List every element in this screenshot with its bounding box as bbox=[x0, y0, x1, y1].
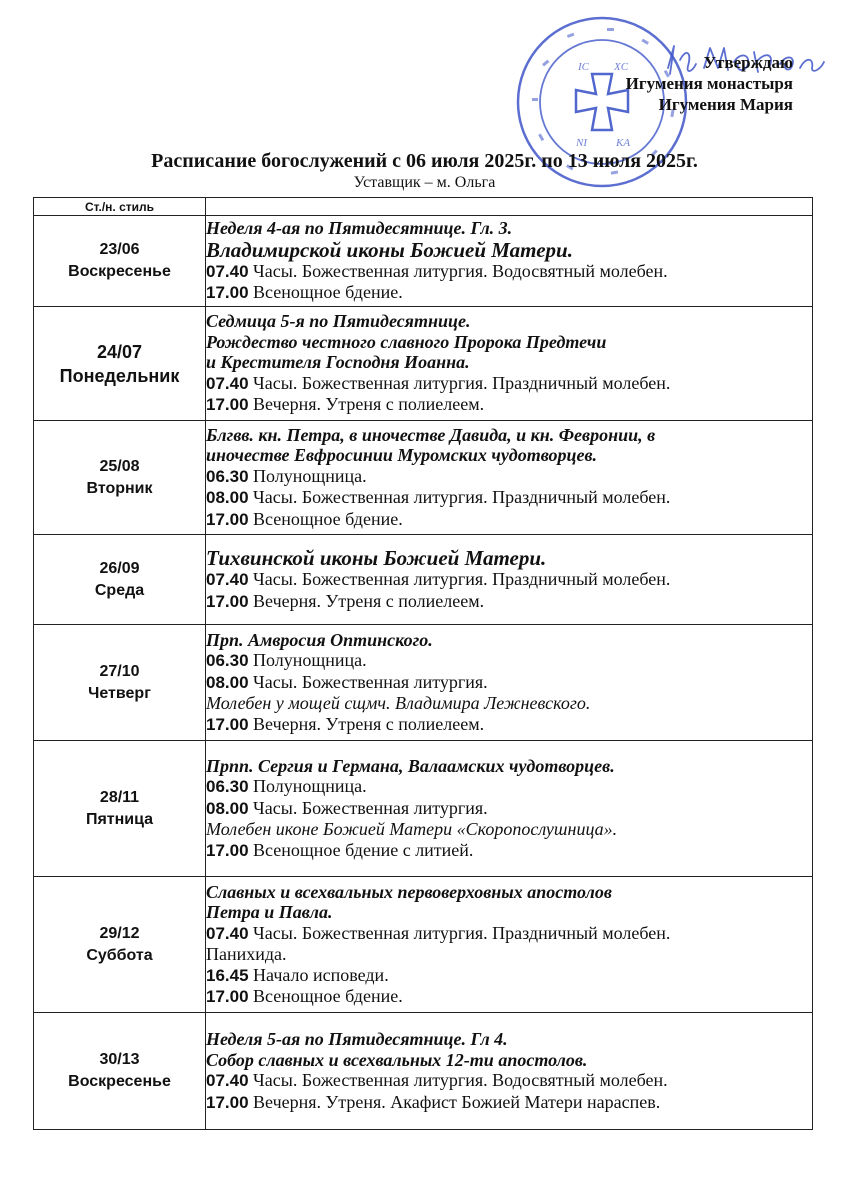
svg-text:XC: XC bbox=[614, 61, 629, 73]
weekday-label: Среда bbox=[94, 581, 145, 599]
header-content bbox=[206, 198, 813, 216]
feast-title: иночестве Евфросинии Муромских чудотворцев. bbox=[206, 445, 598, 466]
service-line bbox=[206, 798, 812, 820]
date-value: 30/13 bbox=[99, 1051, 140, 1068]
date-cell bbox=[34, 741, 206, 877]
service-text: Всенощное бдение. bbox=[248, 282, 403, 303]
service-line bbox=[206, 487, 812, 509]
service-text: Часы. Божественная литургия. bbox=[248, 671, 488, 692]
service-line bbox=[206, 965, 812, 987]
weekday-label: Вторник bbox=[86, 479, 153, 497]
date-value: 27/10 bbox=[99, 662, 140, 680]
service-line bbox=[206, 373, 812, 395]
service-line bbox=[206, 1092, 812, 1114]
weekday-label: Воскресенье bbox=[68, 263, 171, 280]
service-line bbox=[206, 394, 812, 416]
services-cell bbox=[206, 1013, 813, 1130]
date-cell bbox=[34, 1013, 206, 1130]
service-text: Полунощница. bbox=[248, 650, 367, 671]
weekday-label: Пятница bbox=[85, 810, 154, 828]
weekday-label: Понедельник bbox=[59, 365, 180, 386]
service-time: 08.00 bbox=[206, 672, 249, 692]
service-line bbox=[206, 840, 812, 862]
service-line bbox=[206, 261, 812, 283]
service-note: Молебен иконе Божией Матери «Скоропослушница». bbox=[206, 819, 618, 840]
services-cell bbox=[206, 535, 813, 625]
feast-title: Неделя 5-ая по Пятидесятнице. Гл 4. bbox=[206, 1029, 508, 1049]
table-row bbox=[34, 421, 813, 535]
date-cell bbox=[34, 421, 206, 535]
service-text: Начало исповеди. bbox=[248, 964, 389, 985]
approval-line-name: Игумения Мария bbox=[658, 95, 793, 114]
service-line bbox=[206, 591, 812, 613]
date-cell bbox=[34, 877, 206, 1013]
service-time: 07.40 bbox=[206, 570, 249, 589]
page-title: Расписание богослужений с 06 июля 2025г. по 13 июля 2025г. bbox=[151, 150, 698, 172]
service-line bbox=[206, 923, 812, 945]
service-line bbox=[206, 509, 812, 531]
approval-line-position: Игумения монастыря bbox=[625, 74, 793, 93]
table-row bbox=[34, 216, 813, 307]
service-text: Часы. Божественная литургия. Водосвятный молебен. bbox=[248, 260, 668, 281]
service-line bbox=[206, 282, 812, 304]
feast-title: Рождество честного славного Пророка Предтечи bbox=[206, 331, 607, 352]
weekday-label: Четверг bbox=[88, 684, 151, 702]
service-line bbox=[206, 1070, 812, 1092]
feast-title: Собор славных и всехвальных 12-ти апостолов. bbox=[206, 1049, 588, 1070]
service-line bbox=[206, 466, 812, 488]
date-cell bbox=[34, 216, 206, 307]
service-text: Вечерня. Утреня с полиелеем. bbox=[248, 394, 485, 415]
svg-text:IC: IC bbox=[578, 61, 589, 73]
service-time: 16.45 bbox=[206, 965, 249, 985]
page-subtitle: Уставщик – м. Ольга bbox=[353, 174, 496, 191]
service-time: 07.40 bbox=[206, 373, 249, 393]
feast-title: Владимирской иконы Божией Матери. bbox=[206, 237, 573, 262]
header-date-style: Ст./н. стиль bbox=[34, 198, 206, 216]
table-row bbox=[34, 741, 813, 877]
service-time: 06.30 bbox=[206, 777, 249, 797]
table-row bbox=[34, 625, 813, 741]
feast-title: Петра и Павла. bbox=[206, 902, 333, 922]
table-row bbox=[34, 1013, 813, 1130]
feast-title: Тихвинской иконы Божией Матери. bbox=[206, 546, 547, 570]
service-time: 17.00 bbox=[206, 283, 249, 303]
service-time: 07.40 bbox=[206, 1071, 249, 1090]
service-time: 17.00 bbox=[206, 509, 249, 529]
feast-title: Прп. Амвросия Оптинского. bbox=[206, 629, 433, 650]
service-text: Всенощное бдение с литией. bbox=[248, 839, 474, 860]
table-row bbox=[34, 535, 813, 625]
table-header-row bbox=[34, 198, 813, 216]
services-cell bbox=[206, 307, 813, 421]
feast-title: и Крестителя Господня Иоанна. bbox=[206, 352, 470, 373]
feast-title: Неделя 4-ая по Пятидесятнице. Гл. 3. bbox=[206, 218, 513, 239]
service-text: Часы. Божественная литургия. bbox=[248, 797, 488, 818]
feast-title: Прпп. Сергия и Германа, Валаамских чудотворцев. bbox=[206, 755, 615, 776]
services-cell bbox=[206, 741, 813, 877]
services-cell bbox=[206, 877, 813, 1013]
service-text: Вечерня. Утреня с полиелеем. bbox=[248, 713, 485, 734]
schedule-table bbox=[33, 197, 813, 1130]
table-row bbox=[34, 307, 813, 421]
service-text: Часы. Божественная литургия. Праздничный молебен. bbox=[248, 487, 671, 508]
cross-icon bbox=[576, 74, 628, 130]
services-cell bbox=[206, 625, 813, 741]
service-text: Часы. Божественная литургия. Праздничный молебен. bbox=[248, 922, 671, 943]
service-text: Полунощница. bbox=[248, 776, 367, 797]
service-time: 07.40 bbox=[206, 923, 249, 943]
feast-title: Седмица 5-я по Пятидесятнице. bbox=[206, 311, 471, 332]
service-time: 08.00 bbox=[206, 488, 249, 508]
service-line bbox=[206, 776, 812, 798]
service-line bbox=[206, 986, 812, 1008]
table-row bbox=[34, 877, 813, 1013]
service-text: Вечерня. Утреня. Акафист Божией Матери нараспев. bbox=[248, 1091, 661, 1112]
service-time: 17.00 bbox=[206, 987, 249, 1006]
service-text: Часы. Божественная литургия. Праздничный молебен. bbox=[248, 372, 671, 393]
service-time: 17.00 bbox=[206, 714, 249, 734]
services-cell bbox=[206, 421, 813, 535]
service-text: Всенощное бдение. bbox=[248, 508, 403, 529]
service-time: 06.30 bbox=[206, 466, 249, 486]
date-value: 26/09 bbox=[99, 559, 140, 577]
weekday-label: Суббота bbox=[86, 946, 153, 964]
service-line bbox=[206, 714, 812, 736]
service-time: 17.00 bbox=[206, 1092, 249, 1112]
service-time: 17.00 bbox=[206, 591, 249, 611]
service-line: Панихида. bbox=[206, 944, 287, 964]
service-text: Часы. Божественная литургия. Водосвятный молебен. bbox=[248, 1070, 668, 1090]
date-value: 23/06 bbox=[99, 241, 140, 258]
service-time: 07.40 bbox=[206, 261, 249, 281]
service-line bbox=[206, 672, 812, 694]
date-value: 24/07 bbox=[96, 341, 143, 362]
services-cell bbox=[206, 216, 813, 307]
service-time: 17.00 bbox=[206, 840, 249, 860]
weekday-label: Воскресенье bbox=[68, 1073, 171, 1090]
service-text: Вечерня. Утреня с полиелеем. bbox=[248, 590, 485, 611]
service-text: Всенощное бдение. bbox=[248, 986, 403, 1006]
approval-block bbox=[626, 52, 793, 115]
feast-title: Славных и всехвальных первоверховных апостолов bbox=[206, 881, 612, 902]
service-time: 17.00 bbox=[206, 395, 249, 415]
date-value: 29/12 bbox=[99, 924, 140, 942]
svg-text:NI: NI bbox=[576, 137, 587, 149]
date-cell bbox=[34, 535, 206, 625]
date-value: 28/11 bbox=[99, 788, 140, 806]
date-cell bbox=[34, 625, 206, 741]
svg-text:KA: KA bbox=[616, 137, 631, 149]
service-time: 06.30 bbox=[206, 651, 249, 671]
service-text: Полунощница. bbox=[248, 465, 367, 486]
service-note: Молебен у мощей сщмч. Владимира Лежневского. bbox=[206, 693, 591, 714]
service-time: 08.00 bbox=[206, 798, 249, 818]
feast-title: Блгвв. кн. Петра, в иночестве Давида, и кн. Февронии, в bbox=[206, 424, 656, 445]
service-line bbox=[206, 650, 812, 672]
approval-line-approve: Утверждаю bbox=[703, 53, 793, 72]
date-value: 25/08 bbox=[99, 457, 140, 475]
service-text: Часы. Божественная литургия. Праздничный молебен. bbox=[248, 569, 671, 589]
service-line bbox=[206, 569, 812, 591]
date-cell bbox=[34, 307, 206, 421]
